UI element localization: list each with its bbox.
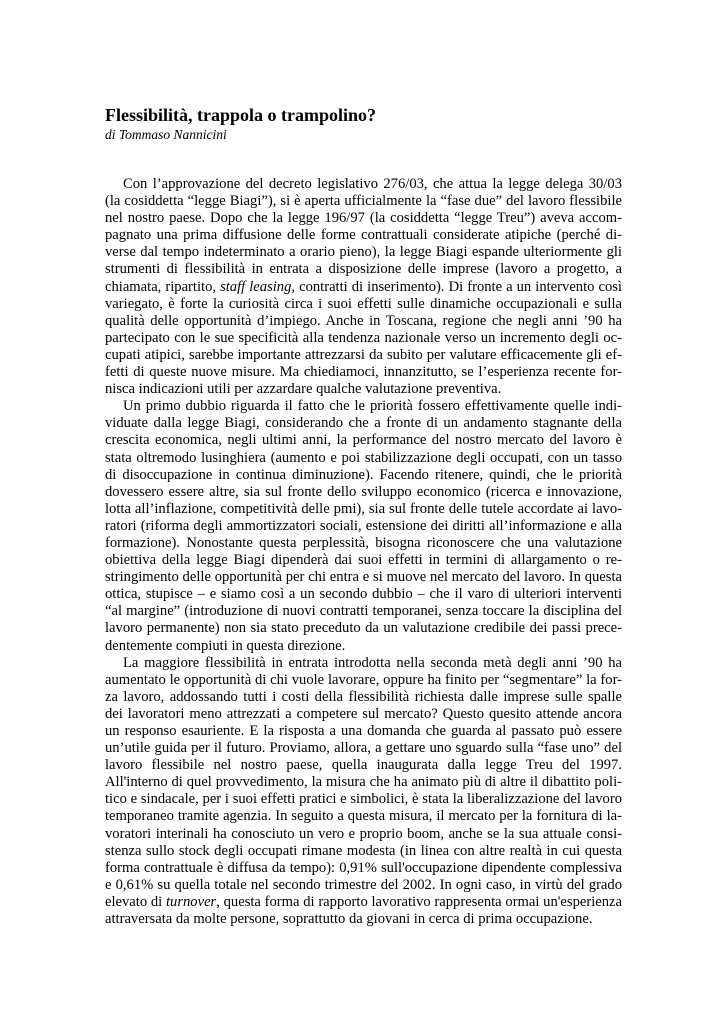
text-line: Un primo dubbio riguarda il fatto che le priorità fossero effettivamente quelle indi- xyxy=(123,398,622,415)
text-line: dei lavoratori meno attrezzati a competere sul mercato? Questo quesito attende ancora xyxy=(105,705,622,722)
text-line: cupati atipici, sarebbe importante attrezzarsi da subito per valutare efficacemente gli ef- xyxy=(105,346,622,363)
text-line: verse dal tempo indeterminato a orario pieno), la legge Biagi espande ulteriormente gli xyxy=(105,244,622,261)
text-line: lotta all’inflazione, competitività delle pmi), sia sul fronte delle tutele accordate ai lavo- xyxy=(105,500,622,517)
text-line: variegato, è forte la curiosità circa i suoi effetti sulle dinamiche occupazionali e sulla xyxy=(105,295,622,312)
body-paragraph xyxy=(105,398,622,654)
text-line: stenza sullo stock degli occupati rimane modesta (in linea con altre realtà in cui questa xyxy=(105,842,622,859)
text-line: La maggiore flessibilità in entrata introdotta nella seconda metà degli anni ’90 ha xyxy=(123,654,622,671)
text-line: elevato di turnover, questa forma di rapporto lavorativo rappresenta ormai un'esperienza xyxy=(105,893,622,910)
text-line: e 0,61% su quella totale nel secondo trimestre del 2002. In ogni caso, in virtù del grado xyxy=(105,876,622,893)
text-line: nel nostro paese. Dopo che la legge 196/97 (la cosiddetta “legge Treu”) aveva accom- xyxy=(105,210,622,227)
text-line: dovessero essere altre, sia sul fronte dello sviluppo economico (ricerca e innovazione, xyxy=(105,483,622,500)
text-line: Con l’approvazione del decreto legislativo 276/03, che attua la legge delega 30/03 xyxy=(123,176,622,192)
text-line: ottica, stupisce – e siamo così a un secondo dubbio – che il varo di ulteriori interventi xyxy=(105,586,622,603)
text-line: voratori interinali ha conosciuto un vero e proprio boom, anche se la sua attuale consi- xyxy=(105,825,622,842)
text-line: ratori (riforma degli ammortizzatori sociali, estensione dei diritti all’informazione e alla xyxy=(105,517,622,534)
body-paragraph xyxy=(105,655,622,929)
text-line: All'interno di quel provvedimento, la misura che ha animato più di altre il dibattito poli- xyxy=(105,774,622,791)
italic-term: turnover xyxy=(165,893,217,910)
text-line: “al margine” (introduzione di nuovi contratti temporanei, senza toccare la disciplina del xyxy=(105,603,622,620)
article-title: Flessibilità, trappola o trampolino? xyxy=(105,105,377,125)
text-line: chiamata, ripartito, staff leasing, contratti di inserimento). Di fronte a un intervento così xyxy=(105,278,622,295)
text-line: lavoro flessibile nel nostro paese, quella inaugurata dalla legge Treu del 1997. xyxy=(105,757,622,774)
text-line: aumentato le opportunità di chi vuole lavorare, oppure ha finito per “segmentare” la for- xyxy=(105,671,622,688)
text-line: stringimento delle opportunità per chi entra e si muove nel mercato del lavoro. In questa xyxy=(105,569,622,586)
text-line: crescita economica, negli ultimi anni, la performance del nostro mercato del lavoro è xyxy=(105,432,622,449)
text-line: tico e sindacale, per i suoi effetti pratici e simbolici, è stata la liberalizzazione del lavoro xyxy=(105,791,622,808)
italic-term: staff leasing xyxy=(220,278,292,295)
article-author: di Tommaso Nannicini xyxy=(105,127,227,142)
text-line: (la cosiddetta “legge Biagi”), si è aperta ufficialmente la “fase due” del lavoro flessibile xyxy=(105,193,622,210)
document-page xyxy=(105,104,622,928)
text-line: nisca indicazioni utili per azzardare qualche valutazione preventiva. xyxy=(105,381,502,398)
text-line: temporaneo tramite agenzia. In seguito a questa misura, il mercato per la fornitura di la- xyxy=(105,808,622,825)
text-line: stata oltremodo lusinghiera (aumento e poi stabilizzazione degli occupati, con un tasso xyxy=(105,449,622,466)
article-body xyxy=(105,176,622,928)
body-paragraph xyxy=(105,176,622,398)
text-line: lavoro permanente) non sia stato preceduto da un valutazione credibile dei passi prece- xyxy=(105,620,622,637)
text-line: qualità delle opportunità d’impiego. Anche in Toscana, regione che negli anni ’90 ha xyxy=(105,312,622,329)
text-line: fetti di queste nuove misure. Ma chiediamoci, innanzitutto, se l’esperienza recente for- xyxy=(105,364,622,381)
text-line: formazione). Nonostante questa perplessità, bisogna riconoscere che una valutazione xyxy=(105,534,622,551)
text-line: forma contrattuale è diffusa da tempo): 0,91% sull'occupazione dipendente complessiva xyxy=(105,859,622,876)
text-line: dentemente compiuti in questa direzione. xyxy=(105,637,346,654)
text-line: partecipato con le sue specificità alla tendenza nazionale verso un incremento degli oc- xyxy=(105,329,622,346)
text-line: za lavoro, addossando tutti i costi della flessibilità richiesta dalle imprese sulle spalle xyxy=(105,688,622,705)
text-line: obiettiva della legge Biagi dipenderà dai suoi effetti in termini di allargamento o re- xyxy=(105,552,622,569)
text-line: di disoccupazione in continua diminuzione). Facendo ritenere, quindi, che le priorità xyxy=(105,466,622,483)
text-line: attraversata da molte persone, soprattutto da giovani in cerca di prima occupazione. xyxy=(105,911,593,928)
text-line: pagnato una prima diffusione delle forme contrattuali considerate atipiche (perché di- xyxy=(105,227,622,244)
text-line: strumenti di flessibilità in entrata a disposizione delle imprese (lavoro a progetto, a xyxy=(105,261,622,278)
text-line: un’utile guida per il futuro. Proviamo, allora, a gettare uno sguardo sulla “fase uno” del xyxy=(105,740,622,757)
text-line: viduate dalla legge Biagi, considerando che a fronte di un andamento stagnante della xyxy=(105,415,622,432)
text-line: un responso esauriente. E la risposta a una domanda che guarda al passato può essere xyxy=(105,723,622,739)
